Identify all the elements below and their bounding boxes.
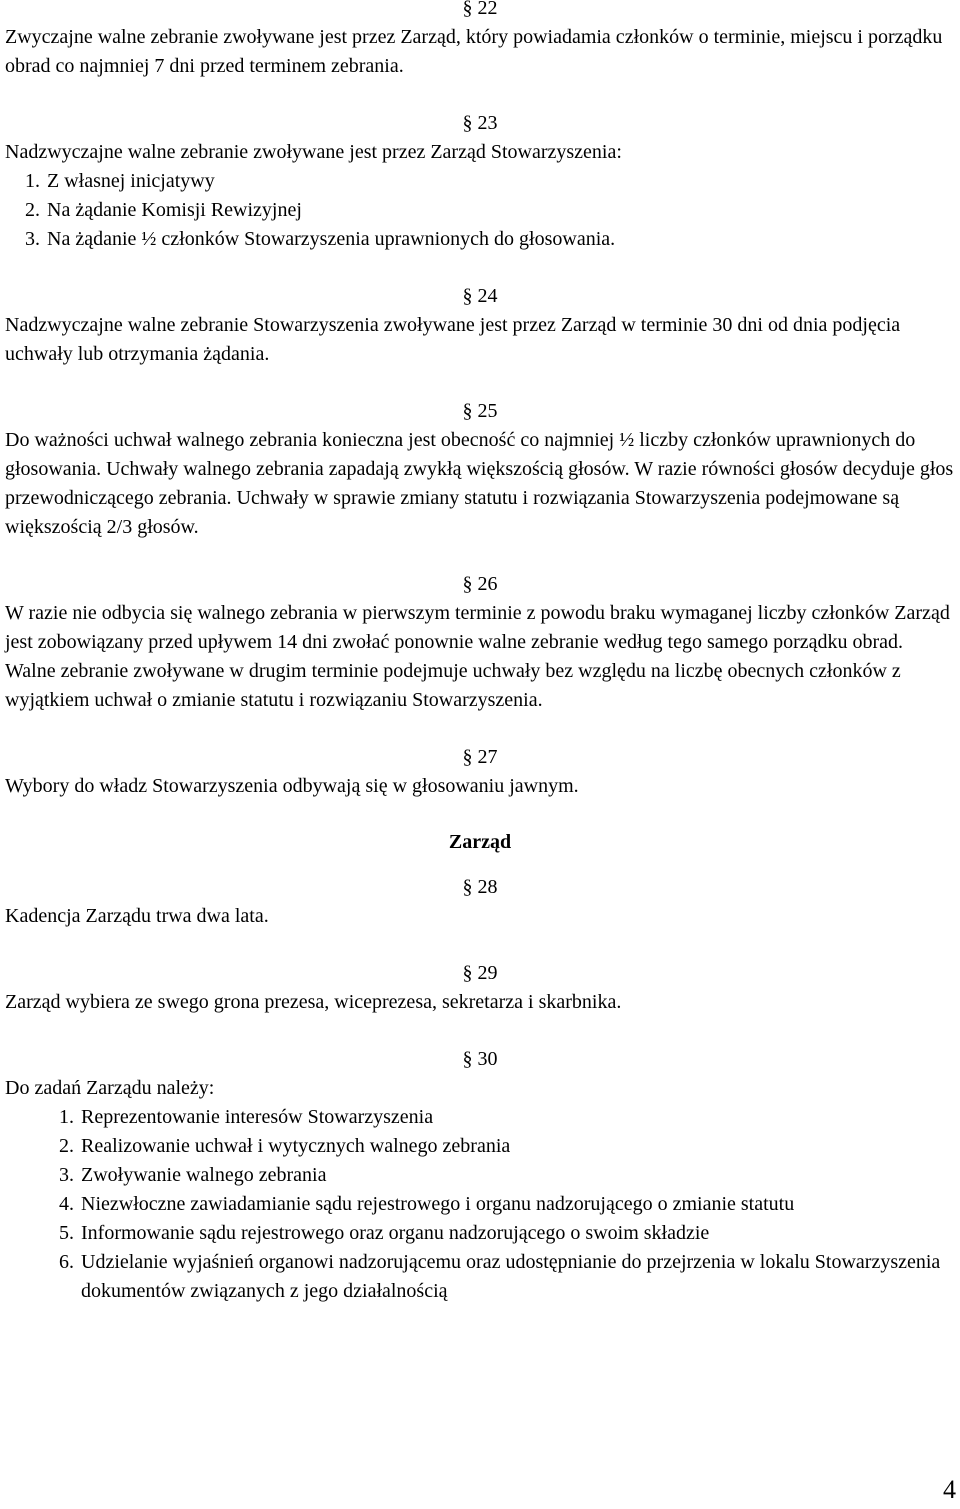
section-symbol: § (462, 746, 473, 768)
section-number: 23 (477, 112, 498, 134)
section-heading-23 (5, 109, 955, 138)
section-symbol: § (462, 0, 473, 19)
section-number: 25 (477, 400, 498, 422)
section-26 (5, 570, 955, 715)
section-heading-28 (5, 873, 955, 902)
section-symbol: § (462, 573, 473, 595)
section-text: Nadzwyczajne walne zebranie Stowarzyszenia zwoływane jest przez Zarząd w terminie 30 dni od dnia podjęcia uchwały lub otrzymania żądania. (5, 314, 901, 365)
section-symbol: § (462, 1048, 473, 1070)
section-symbol: § (462, 112, 473, 134)
section-symbol: § (462, 876, 473, 898)
section-number: 24 (477, 285, 498, 307)
list-item: 3. Zwoływanie walnego zebrania (79, 1161, 955, 1190)
section-heading-22 (5, 0, 955, 23)
section-text: Do ważności uchwał walnego zebrania konieczna jest obecność co najmniej ½ liczby członków uprawnionych do głosowania. Uchwały walnego zebrania zapadają zwykłą większością głosów. W razie równości głosów decyduje głos przewodniczącego zebrania. Uchwały w sprawie zmiany statutu i rozwiązania Stowarzyszenia podejmowane są większością 2/3 głosów. (5, 429, 954, 538)
document-page (5, 0, 955, 1306)
list-item: 1. Reprezentowanie interesów Stowarzyszenia (79, 1103, 955, 1132)
section-30 (5, 1045, 955, 1306)
section-intro: Do zadań Zarządu należy: (5, 1077, 215, 1099)
list-item: 2. Realizowanie uchwał i wytycznych walnego zebrania (79, 1132, 955, 1161)
section-25 (5, 397, 955, 542)
section-heading-30 (5, 1045, 955, 1074)
section-intro: Nadzwyczajne walne zebranie zwoływane jest przez Zarząd Stowarzyszenia: (5, 141, 622, 163)
list-item: 5. Informowanie sądu rejestrowego oraz organu nadzorującego o swoim składzie (79, 1219, 955, 1248)
section-23 (5, 109, 955, 254)
page-number: 4 (943, 1475, 956, 1504)
section-text: Kadencja Zarządu trwa dwa lata. (5, 905, 269, 927)
section-number: 28 (477, 876, 498, 898)
section-text: Zwyczajne walne zebranie zwoływane jest przez Zarząd, który powiadamia członków o terminie, miejscu i porządku obrad co najmniej 7 dni przed terminem zebrania. (5, 26, 943, 77)
section-number: 27 (477, 746, 498, 768)
section-heading-27 (5, 743, 955, 772)
section-number: 30 (477, 1048, 498, 1070)
chapter-title: Zarząd (448, 831, 512, 853)
section-text: Wybory do władz Stowarzyszenia odbywają się w głosowaniu jawnym. (5, 775, 579, 797)
section-number: 22 (477, 0, 498, 19)
section-symbol: § (462, 285, 473, 307)
list-item: 2. Na żądanie Komisji Rewizyjnej (45, 196, 955, 225)
section-29 (5, 959, 955, 1017)
section-text: Zarząd wybiera ze swego grona prezesa, wiceprezesa, sekretarza i skarbnika. (5, 991, 622, 1013)
section-symbol: § (462, 962, 473, 984)
list-item: 4. Niezwłoczne zawiadamianie sądu rejestrowego i organu nadzorującego o zmianie statutu (79, 1190, 955, 1219)
section-text: W razie nie odbycia się walnego zebrania w pierwszym terminie z powodu braku wymaganej liczby członków Zarząd jest zobowiązany przed upływem 14 dni zwołać ponownie walne zebranie według tego samego porządku obrad. Walne zebranie zwoływane w drugim terminie podejmuje uchwały bez względu na liczbę obecnych członków z wyjątkiem uchwał o zmianie statutu i rozwiązaniu Stowarzyszenia. (5, 602, 950, 711)
section-27 (5, 743, 955, 801)
section-symbol: § (462, 400, 473, 422)
section-22 (5, 0, 955, 81)
section-heading-24 (5, 282, 955, 311)
section-24 (5, 282, 955, 369)
list (5, 167, 955, 254)
section-number: 26 (477, 573, 498, 595)
list-item: 3. Na żądanie ½ członków Stowarzyszenia uprawnionych do głosowania. (45, 225, 955, 254)
section-28 (5, 873, 955, 931)
section-heading-26 (5, 570, 955, 599)
section-number: 29 (477, 962, 498, 984)
section-heading-25 (5, 397, 955, 426)
list (5, 1103, 955, 1306)
section-heading-29 (5, 959, 955, 988)
list-item: 1. Z własnej inicjatywy (45, 167, 955, 196)
list-item: 6. Udzielanie wyjaśnień organowi nadzorującemu oraz udostępnianie do przejrzenia w lokalu Stowarzyszenia dokumentów związanych z jego działalnością (79, 1248, 955, 1306)
